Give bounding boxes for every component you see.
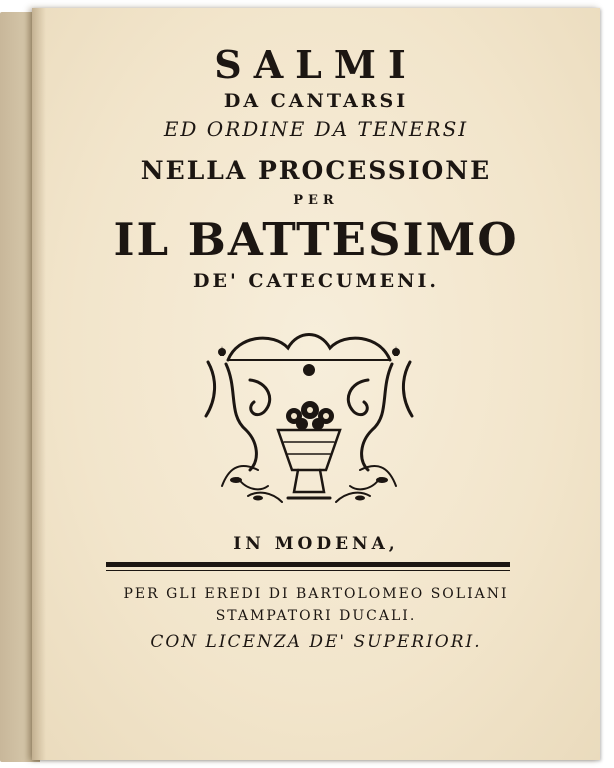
- subtitle-line-1: DA CANTARSI: [223, 90, 409, 112]
- subtitle-line-4: PER: [293, 193, 339, 208]
- subtitle-line-5: IL BATTESIMO: [113, 213, 519, 266]
- thin-rule: [106, 570, 510, 571]
- printer-ornament: [198, 320, 420, 520]
- imprint-printer-title: STAMPATORI DUCALI.: [215, 608, 417, 624]
- imprint-license: CON LICENZA DE' SUPERIORI.: [150, 632, 482, 652]
- subtitle-line-6: DE' CATECUMENI.: [193, 270, 439, 292]
- main-title: SALMI: [214, 42, 418, 87]
- subtitle-line-3: NELLA PROCESSIONE: [140, 156, 492, 185]
- thick-rule: [106, 562, 510, 567]
- imprint-place: IN MODENA,: [233, 534, 399, 554]
- imprint-printer: PER GLI EREDI DI BARTOLOMEO SOLIANI: [123, 586, 509, 602]
- subtitle-line-2: ED ORDINE DA TENERSI: [163, 117, 469, 141]
